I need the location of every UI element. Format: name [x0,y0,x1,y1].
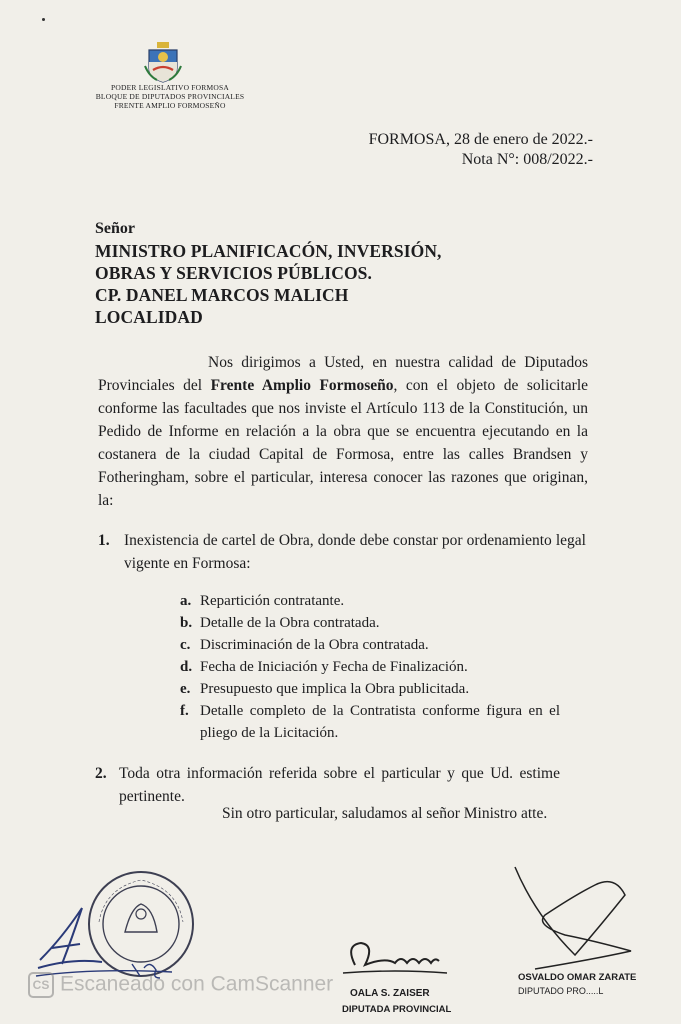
org-line: PODER LEGISLATIVO FORMOSA [111,83,229,92]
sub-item [180,700,560,744]
emblem-logo [143,40,183,84]
signer-role: DIPUTADA PROVINCIAL [342,1004,452,1015]
sub-item-text: Repartición contratante. [200,593,345,609]
sub-item [180,656,560,678]
item-number: 2. [95,765,107,782]
sub-item-letter: a. [180,593,192,609]
scan-speck [42,18,45,21]
signer-role: DIPUTADO PRO.....L [518,986,604,996]
sub-item-text: Fecha de Iniciación y Fecha de Finalización. [200,659,468,675]
sub-item-text: Presupuesto que implica la Obra publicitada. [200,681,470,697]
addressee-line: LOCALIDAD [95,307,203,327]
item-text: Inexistencia de cartel de Obra, donde debe constar por ordenamiento legal vigente en Formosa: [124,532,586,572]
signer-name: OSVALDO OMAR ZARATE [518,972,637,983]
addressee-line: OBRAS Y SERVICIOS PÚBLICOS. [95,263,372,283]
body-text-start: Nos dirigimos a Usted, en nuestra calidad de Diputados Provinciales del [98,354,588,394]
addressee-block [95,218,442,328]
sub-item-text: Discriminación de la Obra contratada. [200,637,429,653]
scanner-watermark [28,972,333,998]
org-line: BLOQUE DE DIPUTADOS PROVINCIALES [95,92,245,101]
sub-item [180,634,560,656]
body-paragraph [98,351,588,512]
sub-item-letter: f. [180,703,189,719]
salutation: Señor [95,220,135,237]
signature-right [505,855,640,985]
camscanner-icon: CS [28,972,54,998]
body-text-bold: Frente Amplio Formoseño [210,377,394,394]
date-block [369,130,593,170]
item-text: Toda otra información referida sobre el particular y que Ud. estime pertinente. [119,765,560,805]
item-number: 1. [98,532,110,549]
closing-line: Sin otro particular, saludamos al señor Ministro atte. [222,805,548,822]
sub-item-text: Detalle completo de la Contratista conforme figura en el pliego de la Licitación. [200,703,560,741]
place-date: FORMOSA, 28 de enero de 2022.- [368,131,593,148]
sub-item [180,612,560,634]
addressee-line: MINISTRO PLANIFICACÓN, INVERSIÓN, [95,241,442,261]
addressee-line: CP. DANEL MARCOS MALICH [95,285,349,305]
sub-item-letter: c. [180,637,191,653]
sub-item [180,678,560,700]
watermark-text: Escaneado con CamScanner [60,972,334,996]
sub-item-letter: b. [180,615,193,631]
sub-item-text: Detalle de la Obra contratada. [200,615,380,631]
note-number: Nota N°: 008/2022.- [461,151,593,168]
sub-item-letter: d. [180,659,193,675]
signer-name: OALA S. ZAISER [350,988,430,999]
org-line: FRENTE AMPLIO FORMOSEÑO [114,101,226,110]
sub-item [180,590,560,612]
signature-middle [335,935,455,985]
organization-header [70,83,270,110]
sub-item-letter: e. [180,681,191,697]
body-text-end: , con el objeto de solicitarle conforme las facultades que nos inviste el Artículo 113 de la Constitución, un Pedido de Informe en relación a la obra que se encuentra ejecutando en la costanera de la ciudad Capital de Formosa, entre las calles Brandsen y Fotheringham, sobre el particular, interesa conocer las razones que originan, la: [98,377,589,509]
